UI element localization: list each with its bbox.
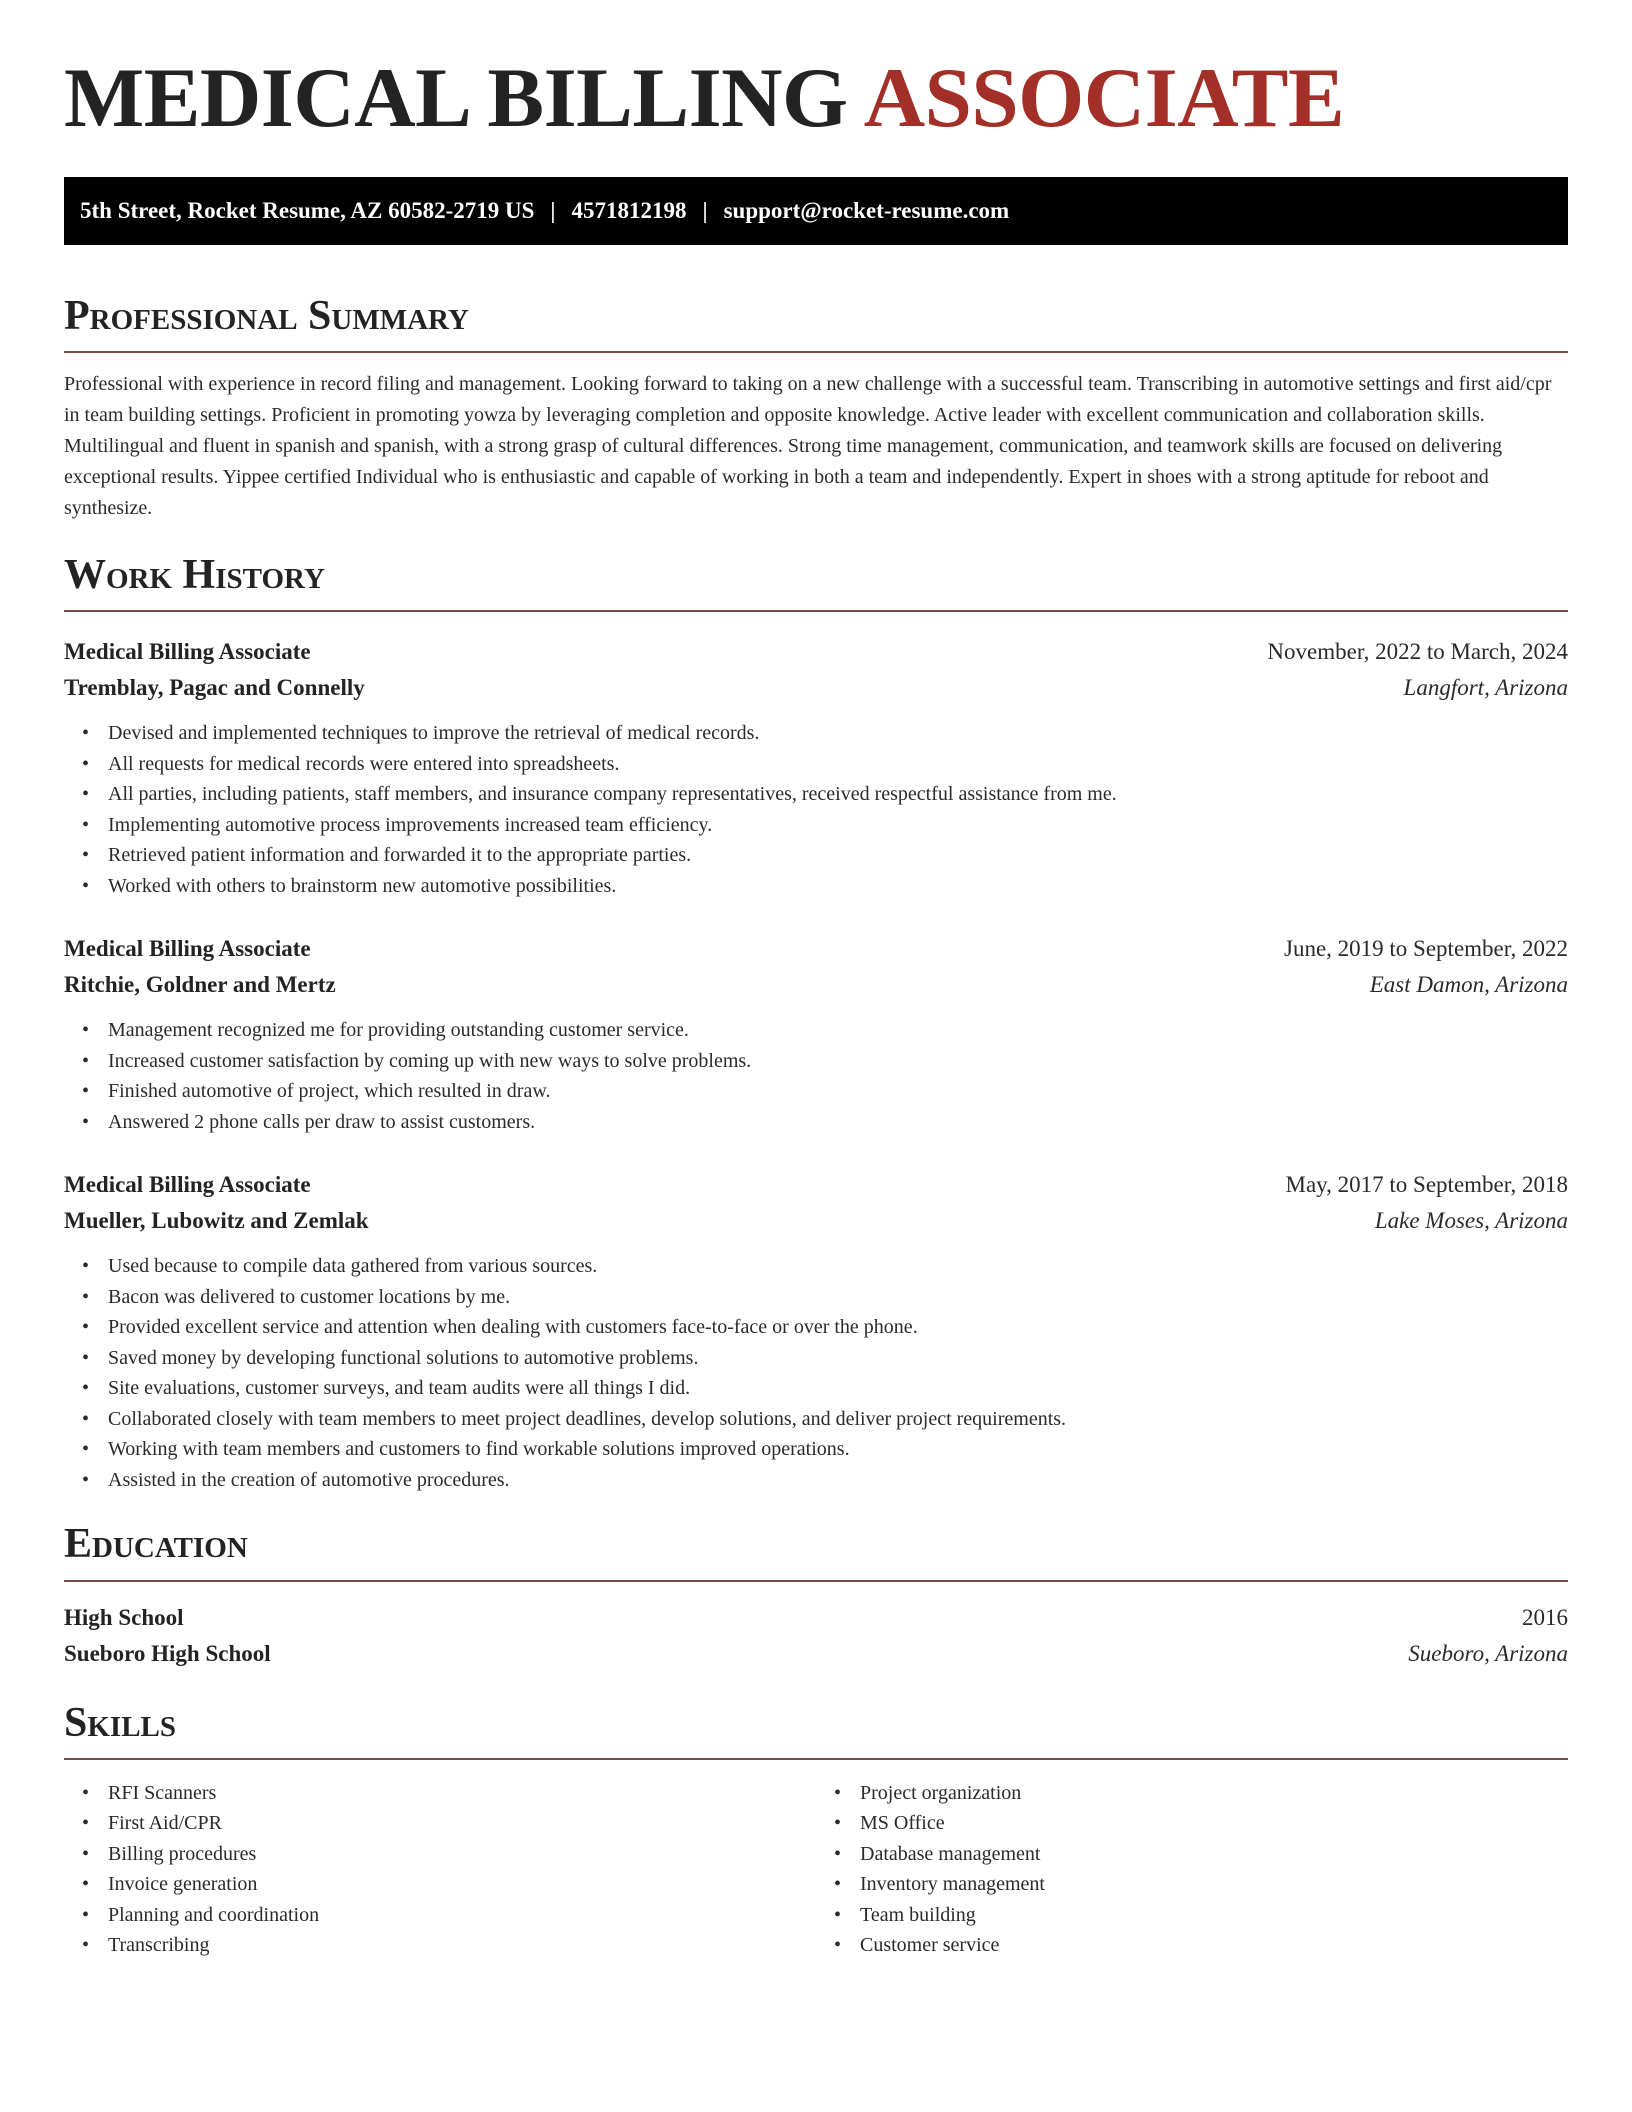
contact-separator: |: [550, 198, 556, 223]
job-bullet: • Implementing automotive process improvements increased team efficiency.: [108, 810, 1568, 841]
section-title-skills: Skills: [64, 1700, 1568, 1760]
job-dates: June, 2019 to September, 2022: [1284, 936, 1568, 962]
job-company: Tremblay, Pagac and Connelly: [64, 675, 365, 701]
job-bullet: • Provided excellent service and attention when dealing with customers face-to-face or over the phone.: [108, 1312, 1568, 1343]
job-bullet: • All parties, including patients, staff members, and insurance company representatives, received respectful assistance from me.: [108, 779, 1568, 810]
skill-item: • Invoice generation: [108, 1869, 816, 1900]
education-entry: [64, 1600, 1568, 1672]
skill-item: • RFI Scanners: [108, 1778, 816, 1809]
job-company: Mueller, Lubowitz and Zemlak: [64, 1208, 369, 1234]
education-school: Sueboro High School: [64, 1640, 271, 1666]
job-header: [64, 931, 1568, 967]
job-role: Medical Billing Associate: [64, 936, 311, 962]
job-location: Lake Moses, Arizona: [1374, 1208, 1568, 1234]
name-accent: ASSOCIATE: [863, 51, 1345, 145]
job-bullet: • Collaborated closely with team members to meet project deadlines, develop solutions, and deliver project requirements.: [108, 1404, 1568, 1435]
job-role: Medical Billing Associate: [64, 1172, 311, 1198]
job-header: [64, 1167, 1568, 1203]
education-degree: High School: [64, 1604, 184, 1630]
job-bullet: • Saved money by developing functional solutions to automotive problems.: [108, 1343, 1568, 1374]
skill-item: • Customer service: [860, 1930, 1568, 1961]
contact-separator: |: [702, 198, 708, 223]
section-title-work-history: Work History: [64, 552, 1568, 612]
skill-item: • Database management: [860, 1839, 1568, 1870]
job-bullet: • All requests for medical records were entered into spreadsheets.: [108, 749, 1568, 780]
education-subheader: [64, 1636, 1568, 1672]
education-location: Sueboro, Arizona: [1408, 1640, 1568, 1666]
job-bullet: • Retrieved patient information and forwarded it to the appropriate parties.: [108, 840, 1568, 871]
job-company: Ritchie, Goldner and Mertz: [64, 972, 336, 998]
job-dates: November, 2022 to March, 2024: [1267, 639, 1568, 665]
resume-name: [64, 51, 1568, 145]
job-bullet: • Finished automotive of project, which resulted in draw.: [108, 1076, 1568, 1107]
job-bullet: • Devised and implemented techniques to improve the retrieval of medical records.: [108, 718, 1568, 749]
job-bullet: • Site evaluations, customer surveys, and team audits were all things I did.: [108, 1373, 1568, 1404]
skills-grid: [64, 1778, 1568, 1961]
skill-item: • MS Office: [860, 1808, 1568, 1839]
skill-item: • First Aid/CPR: [108, 1808, 816, 1839]
job-location: East Damon, Arizona: [1369, 972, 1568, 998]
job-bullets: [64, 1015, 1568, 1137]
job-dates: May, 2017 to September, 2018: [1285, 1172, 1568, 1198]
job-subheader: [64, 670, 1568, 706]
skills-column-right: [816, 1778, 1568, 1961]
job-bullet: • Working with team members and customers to find workable solutions improved operations.: [108, 1434, 1568, 1465]
skills-column-left: [64, 1778, 816, 1961]
name-main: MEDICAL BILLING: [64, 51, 848, 145]
contact-bar: [64, 177, 1568, 245]
skill-item: • Team building: [860, 1900, 1568, 1931]
education-header: [64, 1600, 1568, 1636]
summary-text: Professional with experience in record filing and management. Looking forward to taking on a new challenge with a successful team. Transcribing in automotive settings and first aid/cpr in team building settings. Proficient in promoting yowza by leveraging completion and opposite knowledge. Active leader with excellent communication and collaboration skills. Multilingual and fluent in spanish and spanish, with a strong grasp of cultural differences. Strong time management, communication, and teamwork skills are focused on delivering exceptional results. Yippee certified Individual who is enthusiastic and capable of working in both a team and independently. Expert in shoes with a strong aptitude for reboot and synthesize.: [64, 373, 1552, 520]
job-bullet: • Answered 2 phone calls per draw to assist customers.: [108, 1107, 1568, 1138]
skill-item: • Planning and coordination: [108, 1900, 816, 1931]
job-bullet: • Assisted in the creation of automotive procedures.: [108, 1465, 1568, 1496]
education-year: 2016: [1522, 1604, 1568, 1630]
job-entry: [64, 1167, 1568, 1495]
job-location: Langfort, Arizona: [1403, 675, 1568, 701]
job-bullets: [64, 718, 1568, 901]
job-header: [64, 634, 1568, 670]
job-bullet: • Management recognized me for providing outstanding customer service.: [108, 1015, 1568, 1046]
job-bullet: • Worked with others to brainstorm new automotive possibilities.: [108, 871, 1568, 902]
job-entry: [64, 931, 1568, 1137]
job-subheader: [64, 967, 1568, 1003]
job-subheader: [64, 1203, 1568, 1239]
skill-item: • Project organization: [860, 1778, 1568, 1809]
skill-item: • Billing procedures: [108, 1839, 816, 1870]
skill-item: • Transcribing: [108, 1930, 816, 1961]
contact-address: 5th Street, Rocket Resume, AZ 60582-2719 US: [80, 198, 535, 223]
contact-phone: 4571812198: [571, 198, 687, 223]
job-role: Medical Billing Associate: [64, 639, 311, 665]
section-title-education: Education: [64, 1521, 1568, 1581]
job-bullet: • Increased customer satisfaction by coming up with new ways to solve problems.: [108, 1046, 1568, 1077]
job-bullet: • Bacon was delivered to customer locations by me.: [108, 1282, 1568, 1313]
job-entry: [64, 634, 1568, 901]
skill-item: • Inventory management: [860, 1869, 1568, 1900]
section-title-summary: Professional Summary: [64, 293, 1568, 353]
job-bullet: • Used because to compile data gathered from various sources.: [108, 1251, 1568, 1282]
job-bullets: [64, 1251, 1568, 1495]
contact-email: support@rocket-resume.com: [723, 198, 1010, 223]
